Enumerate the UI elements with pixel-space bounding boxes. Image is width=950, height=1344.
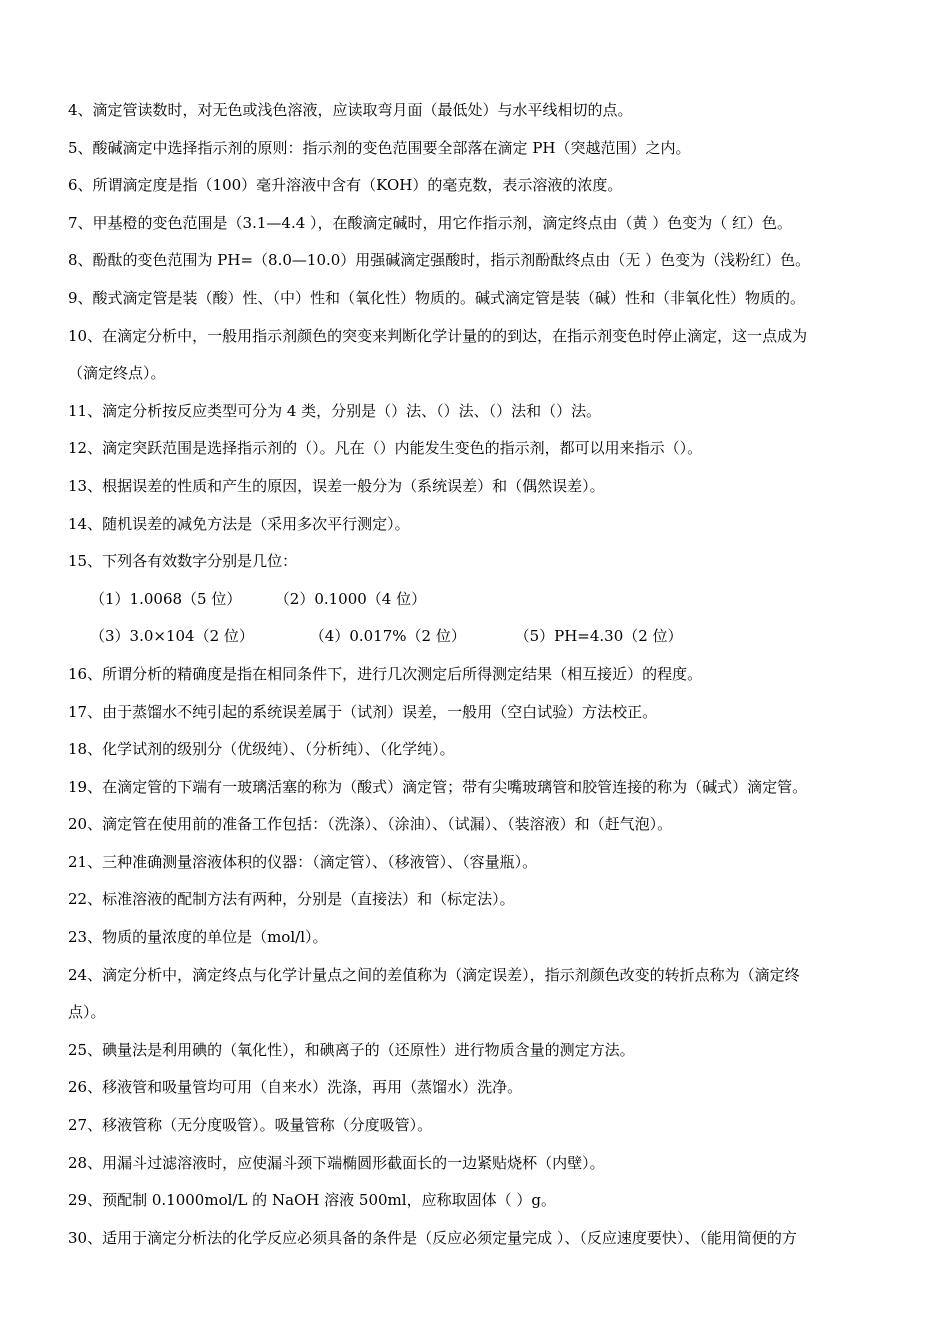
text-line: 16、所谓分析的精确度是指在相同条件下，进行几次测定后所得测定结果（相互接近）的程度。 [68,664,703,683]
q15-item: （5）PH=4.30（2 位） [514,627,683,646]
text-line: 18、化学试剂的级别分（优级纯）、（分析纯）、（化学纯）。 [68,740,455,759]
text-line: 27、移液管称（无分度吸管）。吸量管称（分度吸管）。 [68,1116,433,1135]
text-line: 22、标准溶液的配制方法有两种，分别是（直接法）和（标定法）。 [68,890,515,909]
text-line: 点）。 [68,1003,106,1022]
text-line: 30、适用于滴定分析法的化学反应必须具备的条件是（反应必须定量完成 ）、（反应速度要快）、（能用简便的方 [68,1228,797,1247]
text-line: 12、滴定突跃范围是选择指示剂的（）。凡在（）内能发生变色的指示剂，都可以用来指示（）。 [68,439,703,458]
text-line: 23、物质的量浓度的单位是（mol/l）。 [68,928,328,947]
text-line: 19、在滴定管的下端有一玻璃活塞的称为（酸式）滴定管；带有尖嘴玻璃管和胶管连接的称为（碱式）滴定管。 [68,777,808,796]
q15-row-2 [68,618,898,656]
q15-item: （2）0.1000（4 位） [274,589,427,608]
text-line: 9、酸式滴定管是装（酸）性、（中）性和（氧化性）物质的。碱式滴定管是装（碱）性和（非氧化性）物质的。 [68,288,806,307]
text-line: 14、随机误差的减免方法是（采用多次平行测定）。 [68,514,410,533]
text-line: 26、移液管和吸量管均可用（自来水）洗涤，再用（蒸馏水）洗净。 [68,1078,523,1097]
text-line: 6、所谓滴定度是指（100）毫升溶液中含有（KOH）的毫克数，表示溶液的浓度。 [68,176,623,195]
text-line: 17、由于蒸馏水不纯引起的系统误差属于（试剂）误差，一般用（空白试验）方法校正。 [68,702,658,721]
text-line: 8、酚酞的变色范围为 PH=（8.0—10.0）用强碱滴定强酸时，指示剂酚酞终点由（无 ）色变为（浅粉红）色。 [68,251,811,270]
text-line: 24、滴定分析中，滴定终点与化学计量点之间的差值称为（滴定误差），指示剂颜色改变的转折点称为（滴定终 [68,965,800,984]
text-line: 4、滴定管读数时，对无色或浅色溶液，应读取弯月面（最低处）与水平线相切的点。 [68,101,633,119]
q15-item: （1）1.0068（5 位） [90,589,242,608]
text-line: 28、用漏斗过滤溶液时，应使漏斗颈下端椭圆形截面长的一边紧贴烧杯（内壁）。 [68,1153,605,1172]
text-line: 10、在滴定分析中，一般用指示剂颜色的突变来判断化学计量的的到达，在指示剂变色时停止滴定，这一点成为 [68,326,808,345]
text-line: 15、下列各有效数字分别是几位： [68,552,298,571]
document-body [68,92,898,1257]
text-line: 5、酸碱滴定中选择指示剂的原则：指示剂的变色范围要全部落在滴定 PH（突越范围）之内。 [68,138,691,157]
text-line: 29、预配制 0.1000mol/L 的 NaOH 溶液 500ml，应称取固体（ ）g。 [68,1191,556,1210]
q15-item: （4）0.017%（2 位） [309,627,466,646]
text-line: 21、三种准确测量溶液体积的仪器：（滴定管）、（移液管）、（容量瓶）。 [68,852,538,871]
q15-row-1 [68,581,898,619]
text-line: （滴定终点）。 [68,364,166,383]
text-line: 11、滴定分析按反应类型可分为 4 类，分别是（）法、（）法、（）法和（）法。 [68,401,602,420]
text-line: 25、碘量法是利用碘的（氧化性），和碘离子的（还原性）进行物质含量的测定方法。 [68,1040,635,1059]
text-line: 13、根据误差的性质和产生的原因，误差一般分为（系统误差）和（偶然误差）。 [68,476,605,495]
text-line: 7、甲基橙的变色范围是（3.1—4.4 ），在酸滴定碱时，用它作指示剂，滴定终点由（黄 ）色变为（ 红）色。 [68,213,793,232]
q15-item: （3）3.0×104（2 位） [90,627,254,646]
text-line: 20、滴定管在使用前的准备工作包括：（洗涤）、（涂油）、（试漏）、（装溶液）和（赶气泡）。 [68,815,673,834]
